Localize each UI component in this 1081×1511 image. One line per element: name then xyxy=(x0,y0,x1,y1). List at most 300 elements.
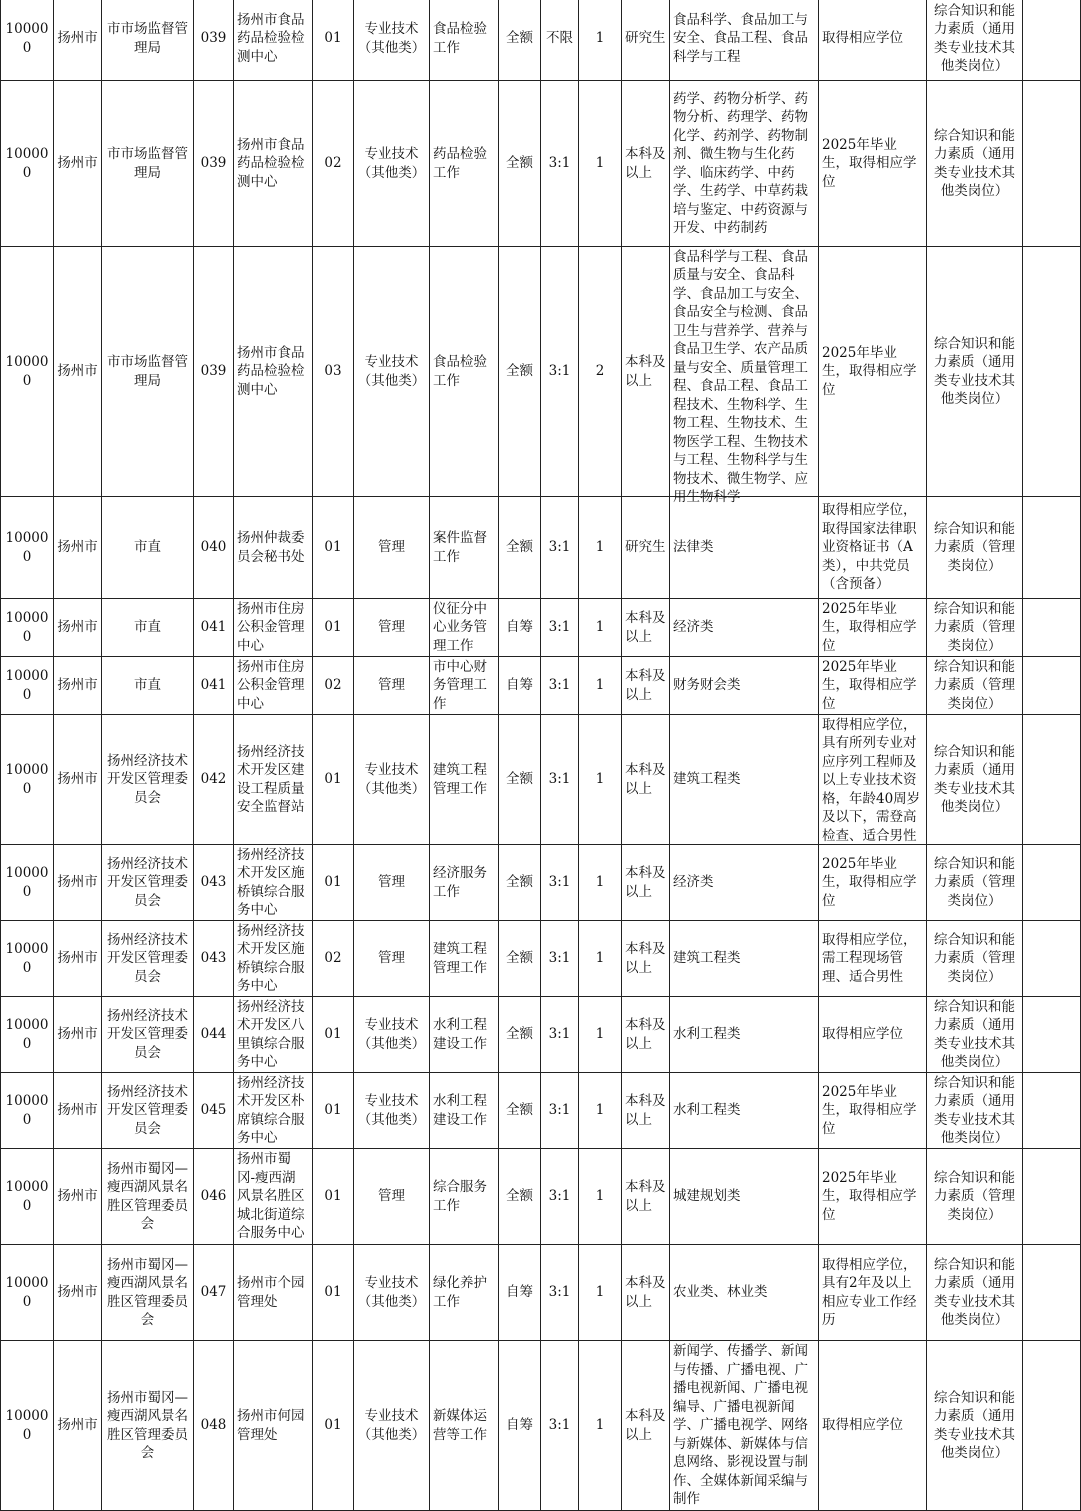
cell-major-text: 新闻学、传播学、新闻与传播、广播电视、广播电视新闻、广播电视编导、广播电视新闻学、广播电视学、网络与新媒体、新媒体与信息网络、影视设置与制作、全媒体新闻采编与制作 xyxy=(673,1343,808,1508)
cell-code-text: 100000 xyxy=(5,1408,49,1443)
cell-city xyxy=(54,1073,102,1149)
cell-other-requirements xyxy=(819,81,927,247)
cell-code xyxy=(1,1073,54,1149)
cell-education xyxy=(622,81,670,247)
cell-exam-subject-text: 综合知识和能力素质（管理类岗位） xyxy=(934,658,1015,712)
cell-exam-subject xyxy=(927,1073,1023,1149)
cell-education-text: 研究生 xyxy=(625,30,666,47)
cell-education xyxy=(622,1245,670,1341)
cell-code-text: 100000 xyxy=(5,941,49,976)
cell-city xyxy=(54,715,102,845)
cell-count xyxy=(579,1245,622,1341)
cell-post-type-text: 专业技术（其他类） xyxy=(357,146,426,181)
cell-exam-subject xyxy=(927,1149,1023,1245)
cell-other-requirements-text: 2025年毕业生，取得相应学位 xyxy=(822,855,917,909)
table-row xyxy=(1,1149,1081,1245)
cell-city xyxy=(54,1341,102,1511)
cell-remark xyxy=(1023,497,1081,599)
cell-code xyxy=(1,657,54,715)
cell-other-requirements xyxy=(819,657,927,715)
cell-department-text: 扬州市蜀冈—瘦西湖风景名胜区管理委员会 xyxy=(107,1160,188,1232)
cell-code-text: 100000 xyxy=(5,1275,49,1310)
cell-post-name-text: 水利工程建设工作 xyxy=(433,1093,487,1128)
cell-post-code xyxy=(313,715,354,845)
cell-exam-subject-text: 综合知识和能力素质（管理类岗位） xyxy=(934,931,1015,985)
cell-count xyxy=(579,845,622,921)
cell-exam-subject xyxy=(927,247,1023,497)
table-row xyxy=(1,599,1081,657)
cell-code xyxy=(1,1149,54,1245)
cell-count-text: 1 xyxy=(595,155,605,172)
cell-unit-text: 扬州经济技术开发区建设工程质量安全监督站 xyxy=(237,743,305,815)
cell-post-code-text: 01 xyxy=(324,1188,342,1205)
cell-major-text: 法律类 xyxy=(673,539,714,556)
cell-post-code-text: 01 xyxy=(324,1026,342,1043)
cell-count xyxy=(579,921,622,997)
cell-post-type xyxy=(354,1073,430,1149)
cell-unit xyxy=(234,497,313,599)
cell-post-type-text: 专业技术（其他类） xyxy=(357,1017,426,1052)
cell-funding xyxy=(499,497,541,599)
cell-post-name-text: 绿化养护工作 xyxy=(433,1275,487,1310)
cell-department-code xyxy=(194,81,234,247)
cell-post-type xyxy=(354,497,430,599)
cell-post-type xyxy=(354,921,430,997)
cell-post-type-text: 管理 xyxy=(378,950,405,967)
cell-code xyxy=(1,1341,54,1511)
cell-count-text: 1 xyxy=(595,1102,605,1119)
cell-education-text: 本科及以上 xyxy=(625,1179,666,1214)
cell-post-code xyxy=(313,497,354,599)
cell-ratio xyxy=(541,715,579,845)
cell-count-text: 1 xyxy=(595,619,605,636)
cell-post-name xyxy=(430,81,499,247)
cell-post-name xyxy=(430,997,499,1073)
cell-ratio xyxy=(541,599,579,657)
cell-department-code-text: 039 xyxy=(200,363,227,380)
table-row xyxy=(1,921,1081,997)
cell-post-type-text: 专业技术（其他类） xyxy=(357,1275,426,1310)
cell-city xyxy=(54,0,102,81)
table-row xyxy=(1,1341,1081,1511)
cell-funding xyxy=(499,997,541,1073)
cell-post-code xyxy=(313,0,354,81)
cell-education xyxy=(622,497,670,599)
cell-post-type-text: 专业技术（其他类） xyxy=(357,354,426,389)
cell-post-type xyxy=(354,1341,430,1511)
cell-code xyxy=(1,997,54,1073)
cell-code-text: 100000 xyxy=(5,668,49,703)
cell-department-code-text: 048 xyxy=(200,1417,227,1434)
cell-education xyxy=(622,715,670,845)
cell-unit xyxy=(234,1073,313,1149)
cell-department xyxy=(102,997,194,1073)
cell-ratio xyxy=(541,1073,579,1149)
cell-ratio xyxy=(541,845,579,921)
cell-exam-subject xyxy=(927,1245,1023,1341)
cell-education xyxy=(622,1149,670,1245)
cell-ratio xyxy=(541,497,579,599)
cell-unit-text: 扬州经济技术开发区朴席镇综合服务中心 xyxy=(237,1074,305,1146)
cell-post-code-text: 02 xyxy=(324,677,342,694)
cell-post-code xyxy=(313,921,354,997)
cell-ratio-text: 3:1 xyxy=(548,155,571,172)
table-row xyxy=(1,81,1081,247)
cell-major xyxy=(670,845,819,921)
cell-major-text: 经济类 xyxy=(673,874,714,891)
cell-count xyxy=(579,497,622,599)
cell-funding xyxy=(499,845,541,921)
cell-exam-subject-text: 综合知识和能力素质（通用类专业技术其他类岗位） xyxy=(934,1074,1015,1146)
cell-funding xyxy=(499,599,541,657)
cell-department-code-text: 040 xyxy=(200,539,227,556)
cell-funding-text: 自筹 xyxy=(506,619,533,636)
cell-code xyxy=(1,0,54,81)
cell-education xyxy=(622,657,670,715)
cell-count-text: 1 xyxy=(595,1026,605,1043)
cell-other-requirements-text: 取得相应学位 xyxy=(822,30,903,47)
cell-exam-subject xyxy=(927,921,1023,997)
cell-city xyxy=(54,845,102,921)
cell-code-text: 100000 xyxy=(5,610,49,645)
cell-department-text: 市市场监督管理局 xyxy=(107,21,188,56)
cell-department-code xyxy=(194,1149,234,1245)
cell-post-code-text: 01 xyxy=(324,1284,342,1301)
cell-education xyxy=(622,247,670,497)
cell-exam-subject xyxy=(927,845,1023,921)
cell-city-text: 扬州市 xyxy=(57,1026,98,1043)
cell-exam-subject-text: 综合知识和能力素质（通用类专业技术其他类岗位） xyxy=(934,335,1015,407)
cell-major-text: 财务财会类 xyxy=(673,677,741,694)
cell-funding xyxy=(499,0,541,81)
cell-unit xyxy=(234,715,313,845)
cell-exam-subject-text: 综合知识和能力素质（通用类专业技术其他类岗位） xyxy=(934,998,1015,1070)
cell-post-type-text: 专业技术（其他类） xyxy=(357,1093,426,1128)
cell-code-text: 100000 xyxy=(5,865,49,900)
cell-code xyxy=(1,247,54,497)
cell-funding-text: 全额 xyxy=(506,155,533,172)
cell-city xyxy=(54,997,102,1073)
cell-exam-subject-text: 综合知识和能力素质（管理类岗位） xyxy=(934,855,1015,909)
cell-exam-subject-text: 综合知识和能力素质（通用类专业技术其他类岗位） xyxy=(934,1389,1015,1461)
cell-unit xyxy=(234,1149,313,1245)
cell-other-requirements xyxy=(819,921,927,997)
cell-post-name xyxy=(430,599,499,657)
cell-education xyxy=(622,845,670,921)
cell-funding-text: 全额 xyxy=(506,874,533,891)
cell-department-code-text: 043 xyxy=(200,950,227,967)
cell-department-code xyxy=(194,715,234,845)
cell-department xyxy=(102,497,194,599)
cell-department-code xyxy=(194,997,234,1073)
cell-city xyxy=(54,81,102,247)
cell-post-type-text: 管理 xyxy=(378,1188,405,1205)
cell-funding xyxy=(499,657,541,715)
cell-department-code-text: 044 xyxy=(200,1026,227,1043)
cell-department-text: 扬州市蜀冈—瘦西湖风景名胜区管理委员会 xyxy=(107,1389,188,1461)
cell-city xyxy=(54,599,102,657)
cell-major xyxy=(670,715,819,845)
cell-count-text: 1 xyxy=(595,950,605,967)
cell-city xyxy=(54,247,102,497)
cell-post-type xyxy=(354,997,430,1073)
cell-ratio xyxy=(541,1341,579,1511)
cell-funding xyxy=(499,921,541,997)
cell-post-name-text: 食品检验工作 xyxy=(433,354,487,389)
cell-education-text: 本科及以上 xyxy=(625,1275,666,1310)
cell-other-requirements-text: 取得相应学位，需工程现场管理、适合男性 xyxy=(822,931,917,985)
cell-city-text: 扬州市 xyxy=(57,874,98,891)
cell-unit xyxy=(234,599,313,657)
cell-city-text: 扬州市 xyxy=(57,771,98,788)
cell-ratio-text: 3:1 xyxy=(548,619,571,636)
cell-post-code-text: 01 xyxy=(324,619,342,636)
cell-post-type xyxy=(354,1149,430,1245)
table-row xyxy=(1,657,1081,715)
cell-department-text: 扬州经济技术开发区管理委员会 xyxy=(107,1007,188,1061)
cell-major xyxy=(670,1149,819,1245)
cell-ratio xyxy=(541,657,579,715)
cell-post-name xyxy=(430,845,499,921)
cell-count xyxy=(579,997,622,1073)
cell-education-text: 本科及以上 xyxy=(625,1093,666,1128)
cell-funding-text: 自筹 xyxy=(506,1284,533,1301)
cell-other-requirements xyxy=(819,599,927,657)
cell-code-text: 100000 xyxy=(5,1179,49,1214)
cell-post-name xyxy=(430,1245,499,1341)
cell-major-text: 建筑工程类 xyxy=(673,771,741,788)
cell-exam-subject-text: 综合知识和能力素质（管理类岗位） xyxy=(934,1169,1015,1223)
cell-city-text: 扬州市 xyxy=(57,677,98,694)
cell-code-text: 100000 xyxy=(5,146,49,181)
cell-department-text: 扬州经济技术开发区管理委员会 xyxy=(107,1083,188,1137)
cell-funding xyxy=(499,1073,541,1149)
cell-post-type xyxy=(354,599,430,657)
cell-department xyxy=(102,1149,194,1245)
cell-unit-text: 扬州仲裁委员会秘书处 xyxy=(237,530,305,565)
cell-post-name-text: 食品检验工作 xyxy=(433,21,487,56)
table-row xyxy=(1,1073,1081,1149)
cell-major xyxy=(670,1245,819,1341)
cell-other-requirements xyxy=(819,1073,927,1149)
cell-city-text: 扬州市 xyxy=(57,1417,98,1434)
cell-count xyxy=(579,715,622,845)
cell-remark xyxy=(1023,247,1081,497)
cell-post-type xyxy=(354,845,430,921)
cell-ratio-text: 3:1 xyxy=(548,677,571,694)
cell-department xyxy=(102,81,194,247)
cell-city-text: 扬州市 xyxy=(57,30,98,47)
cell-post-code xyxy=(313,1245,354,1341)
cell-post-code xyxy=(313,1073,354,1149)
cell-post-code xyxy=(313,1149,354,1245)
cell-education-text: 本科及以上 xyxy=(625,354,666,389)
cell-other-requirements xyxy=(819,997,927,1073)
cell-post-code-text: 01 xyxy=(324,874,342,891)
cell-department-code-text: 041 xyxy=(200,619,227,636)
cell-post-code-text: 01 xyxy=(324,30,342,47)
cell-count-text: 1 xyxy=(595,539,605,556)
cell-ratio xyxy=(541,997,579,1073)
cell-post-name-text: 案件监督工作 xyxy=(433,530,487,565)
table-row xyxy=(1,1245,1081,1341)
cell-other-requirements-text: 2025年毕业生，取得相应学位 xyxy=(822,344,917,398)
cell-major xyxy=(670,247,819,505)
table-row xyxy=(1,715,1081,845)
table-row xyxy=(1,845,1081,921)
cell-code xyxy=(1,921,54,997)
cell-other-requirements-text: 取得相应学位，具有所列专业对应序列工程师及以上专业技术资格，年龄40周岁及以下，需登高检查、适合男性 xyxy=(822,716,921,844)
cell-code-text: 100000 xyxy=(5,762,49,797)
cell-department xyxy=(102,921,194,997)
cell-ratio-text: 3:1 xyxy=(548,1026,571,1043)
cell-education-text: 研究生 xyxy=(625,539,666,556)
cell-post-name xyxy=(430,657,499,715)
cell-post-code xyxy=(313,81,354,247)
cell-department-code-text: 046 xyxy=(200,1188,227,1205)
cell-code-text: 100000 xyxy=(5,1017,49,1052)
cell-funding-text: 全额 xyxy=(506,950,533,967)
cell-post-name-text: 仪征分中心业务管理工作 xyxy=(433,600,487,654)
cell-city-text: 扬州市 xyxy=(57,950,98,967)
table-row xyxy=(1,247,1081,497)
cell-city xyxy=(54,1245,102,1341)
cell-city-text: 扬州市 xyxy=(57,1188,98,1205)
cell-department-code-text: 039 xyxy=(200,155,227,172)
cell-remark xyxy=(1023,997,1081,1073)
cell-post-name xyxy=(430,497,499,599)
cell-education-text: 本科及以上 xyxy=(625,865,666,900)
cell-other-requirements-text: 取得相应学位，具有2年及以上相应专业工作经历 xyxy=(822,1256,917,1328)
cell-ratio xyxy=(541,0,579,81)
cell-unit xyxy=(234,1341,313,1511)
cell-remark xyxy=(1023,1245,1081,1341)
cell-funding-text: 全额 xyxy=(506,30,533,47)
cell-post-type xyxy=(354,0,430,81)
table-row xyxy=(1,0,1081,81)
cell-ratio-text: 3:1 xyxy=(548,1188,571,1205)
cell-education-text: 本科及以上 xyxy=(625,941,666,976)
cell-code xyxy=(1,715,54,845)
cell-code-text: 100000 xyxy=(5,21,49,56)
cell-other-requirements xyxy=(819,1341,927,1511)
cell-ratio-text: 3:1 xyxy=(548,1417,571,1434)
cell-post-code-text: 03 xyxy=(324,363,342,380)
cell-unit-text: 扬州市食品药品检验检测中心 xyxy=(237,11,305,65)
cell-department-code xyxy=(194,845,234,921)
cell-ratio-text: 3:1 xyxy=(548,874,571,891)
cell-unit-text: 扬州市食品药品检验检测中心 xyxy=(237,136,305,190)
cell-exam-subject xyxy=(927,81,1023,247)
cell-department-code-text: 047 xyxy=(200,1284,227,1301)
cell-post-code-text: 01 xyxy=(324,1417,342,1434)
cell-department-text: 市市场监督管理局 xyxy=(107,146,188,181)
cell-funding-text: 全额 xyxy=(506,539,533,556)
cell-department-text: 市直 xyxy=(134,677,161,694)
cell-other-requirements xyxy=(819,0,927,81)
cell-count-text: 1 xyxy=(595,677,605,694)
cell-department-code-text: 045 xyxy=(200,1102,227,1119)
cell-other-requirements xyxy=(819,497,927,599)
cell-count xyxy=(579,0,622,81)
cell-count-text: 1 xyxy=(595,771,605,788)
cell-department-text: 扬州市蜀冈—瘦西湖风景名胜区管理委员会 xyxy=(107,1256,188,1328)
cell-remark xyxy=(1023,1341,1081,1511)
cell-department-code xyxy=(194,657,234,715)
cell-city-text: 扬州市 xyxy=(57,1284,98,1301)
cell-remark xyxy=(1023,81,1081,247)
cell-post-code-text: 01 xyxy=(324,771,342,788)
cell-unit-text: 扬州市何园管理处 xyxy=(237,1408,305,1443)
cell-code xyxy=(1,81,54,247)
cell-funding-text: 全额 xyxy=(506,1102,533,1119)
cell-other-requirements-text: 2025年毕业生，取得相应学位 xyxy=(822,658,917,712)
cell-education-text: 本科及以上 xyxy=(625,1017,666,1052)
cell-remark xyxy=(1023,599,1081,657)
cell-department xyxy=(102,715,194,845)
cell-department-code xyxy=(194,599,234,657)
cell-unit-text: 扬州经济技术开发区八里镇综合服务中心 xyxy=(237,998,305,1070)
cell-code xyxy=(1,1245,54,1341)
cell-post-code xyxy=(313,247,354,497)
cell-code xyxy=(1,599,54,657)
cell-department xyxy=(102,0,194,81)
table-row xyxy=(1,497,1081,599)
cell-major-text: 经济类 xyxy=(673,619,714,636)
cell-other-requirements-text: 取得相应学位 xyxy=(822,1026,903,1043)
cell-post-type-text: 专业技术（其他类） xyxy=(357,1408,426,1443)
cell-unit xyxy=(234,845,313,921)
cell-city xyxy=(54,921,102,997)
cell-department-code-text: 039 xyxy=(200,30,227,47)
cell-post-type xyxy=(354,1245,430,1341)
cell-exam-subject-text: 综合知识和能力素质（通用类专业技术其他类岗位） xyxy=(934,127,1015,199)
cell-other-requirements xyxy=(819,247,927,497)
cell-post-name-text: 建筑工程管理工作 xyxy=(433,941,487,976)
cell-post-name xyxy=(430,0,499,81)
cell-post-type-text: 专业技术（其他类） xyxy=(357,21,426,56)
cell-post-type-text: 管理 xyxy=(378,539,405,556)
cell-major-text: 水利工程类 xyxy=(673,1102,741,1119)
cell-post-name xyxy=(430,247,499,497)
cell-post-type-text: 专业技术（其他类） xyxy=(357,762,426,797)
cell-other-requirements-text: 2025年毕业生，取得相应学位 xyxy=(822,1169,917,1223)
cell-post-name-text: 水利工程建设工作 xyxy=(433,1017,487,1052)
cell-code-text: 100000 xyxy=(5,1093,49,1128)
cell-code-text: 100000 xyxy=(5,530,49,565)
cell-post-name-text: 建筑工程管理工作 xyxy=(433,762,487,797)
cell-funding xyxy=(499,1341,541,1511)
cell-unit-text: 扬州经济技术开发区施桥镇综合服务中心 xyxy=(237,922,305,994)
cell-exam-subject xyxy=(927,0,1023,81)
cell-count-text: 1 xyxy=(595,1417,605,1434)
cell-ratio-text: 3:1 xyxy=(548,539,571,556)
cell-post-type xyxy=(354,657,430,715)
cell-post-name-text: 药品检验工作 xyxy=(433,146,487,181)
cell-unit xyxy=(234,1245,313,1341)
cell-funding xyxy=(499,81,541,247)
cell-exam-subject xyxy=(927,715,1023,845)
cell-exam-subject xyxy=(927,997,1023,1073)
cell-major-text: 建筑工程类 xyxy=(673,950,741,967)
cell-other-requirements-text: 取得相应学位，取得国家法律职业资格证书（A类），中共党员（含预备） xyxy=(822,502,917,593)
cell-major-text: 城建规划类 xyxy=(673,1188,741,1205)
cell-remark xyxy=(1023,1149,1081,1245)
cell-major-text: 药学、药物分析学、药物分析、药理学、药物化学、药剂学、药物制剂、微生物与生化药学、临床药学、中药学、生药学、中草药栽培与鉴定、中药资源与开发、中药制药 xyxy=(673,90,808,236)
cell-count xyxy=(579,1073,622,1149)
cell-count-text: 1 xyxy=(595,1284,605,1301)
cell-department xyxy=(102,657,194,715)
